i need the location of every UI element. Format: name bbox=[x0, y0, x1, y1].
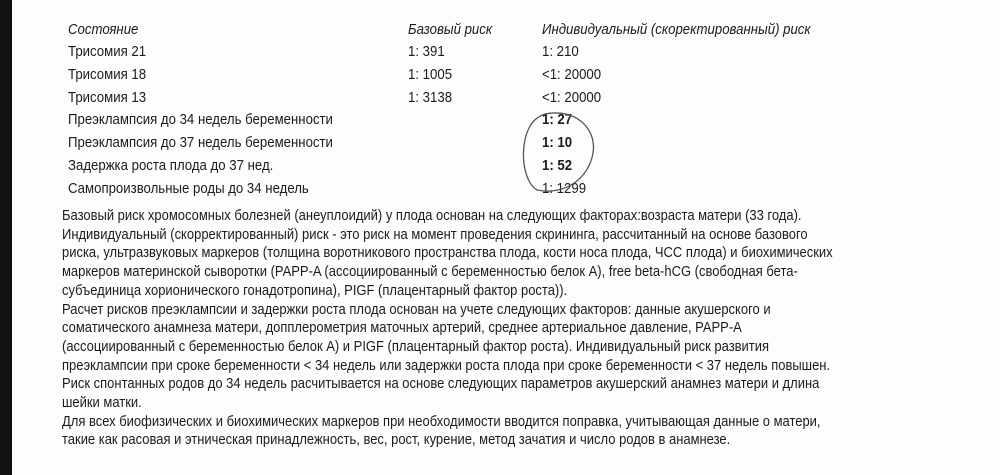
header-individual-risk: Индивидуальный (скоректированный) риск bbox=[542, 21, 811, 38]
handwritten-circle bbox=[515, 108, 605, 198]
row-individual-risk: <1: 20000 bbox=[542, 65, 602, 83]
text-line: такие как расовая и этническая принадлежность, вес, рост, курение, метод зачатия и число родов в анамнезе. bbox=[62, 431, 731, 449]
row-condition: Трисомия 18 bbox=[68, 65, 147, 83]
text-line: шейки матки. bbox=[62, 394, 142, 411]
text-line: субъединица хорионического гонадотропина), PIGF (плацентарный фактор роста)). bbox=[62, 281, 568, 299]
row-individual-risk: 1: 52 bbox=[542, 157, 573, 174]
header-base-risk: Базовый риск bbox=[408, 21, 493, 38]
text-line: преэклампсии при сроке беременности < 34 недель или задержки роста плода при сроке беременности < 37 недель повышен. bbox=[62, 356, 831, 374]
text-line: соматического анамнеза матери, допплерометрия маточных артерий, среднее артериальное давление, PAPP-A bbox=[62, 319, 742, 337]
text-line: Расчет рисков преэклампсии и задержки роста плода основан на учете следующих факторов: данные акушерского и bbox=[62, 300, 771, 318]
row-individual-risk: 1: 1299 bbox=[542, 179, 587, 197]
text-line: риска, ультразвуковых маркеров (толщина воротникового пространства плода, кости носа плода, ЧСС плода) и биохимических bbox=[62, 244, 833, 262]
text-line: Базовый риск хромосомных болезней (анеуплоидий) у плода основан на следующих факторах:возраста матери (33 года). bbox=[62, 207, 802, 224]
row-individual-risk: <1: 20000 bbox=[542, 88, 602, 106]
header-condition: Состояние bbox=[68, 21, 139, 38]
row-base-risk: 1: 1005 bbox=[408, 65, 453, 83]
text-line: Риск спонтанных родов до 34 недель расчитывается на основе следующих параметров акушерский анамнез матери и длина bbox=[62, 375, 820, 393]
text-line: Индивидуальный (скорректированный) риск - это риск на момент проведения скрининга, рассчитанный на основе базового bbox=[62, 225, 808, 243]
row-individual-risk: 1: 10 bbox=[542, 134, 573, 152]
row-individual-risk: 1: 27 bbox=[542, 111, 573, 129]
text-line: (ассоциированный с беременностью белок A) и PIGF (плацентарный фактор роста). Индивидуальный риск развития bbox=[62, 337, 770, 355]
row-condition: Трисомия 21 bbox=[68, 43, 147, 60]
text-line: Для всех биофизических и биохимических маркеров при необходимости вводится поправка, учитывающая данные о матери, bbox=[62, 412, 821, 430]
scan-edge bbox=[0, 0, 12, 475]
row-condition: Преэклампсия до 34 недель беременности bbox=[68, 111, 333, 129]
row-condition: Самопроизвольные роды до 34 недель bbox=[68, 179, 309, 197]
row-base-risk: 1: 391 bbox=[408, 43, 445, 60]
text-line: маркеров материнской сыворотки (PAPP-A (ассоциированный с беременностью белок A), free beta-hCG (свободная бета- bbox=[62, 263, 798, 281]
row-condition: Трисомия 13 bbox=[68, 88, 147, 106]
row-base-risk: 1: 3138 bbox=[408, 88, 453, 106]
row-condition: Задержка роста плода до 37 нед. bbox=[68, 157, 274, 174]
row-condition: Преэклампсия до 37 недель беременности bbox=[68, 134, 333, 152]
row-individual-risk: 1: 210 bbox=[542, 43, 579, 60]
